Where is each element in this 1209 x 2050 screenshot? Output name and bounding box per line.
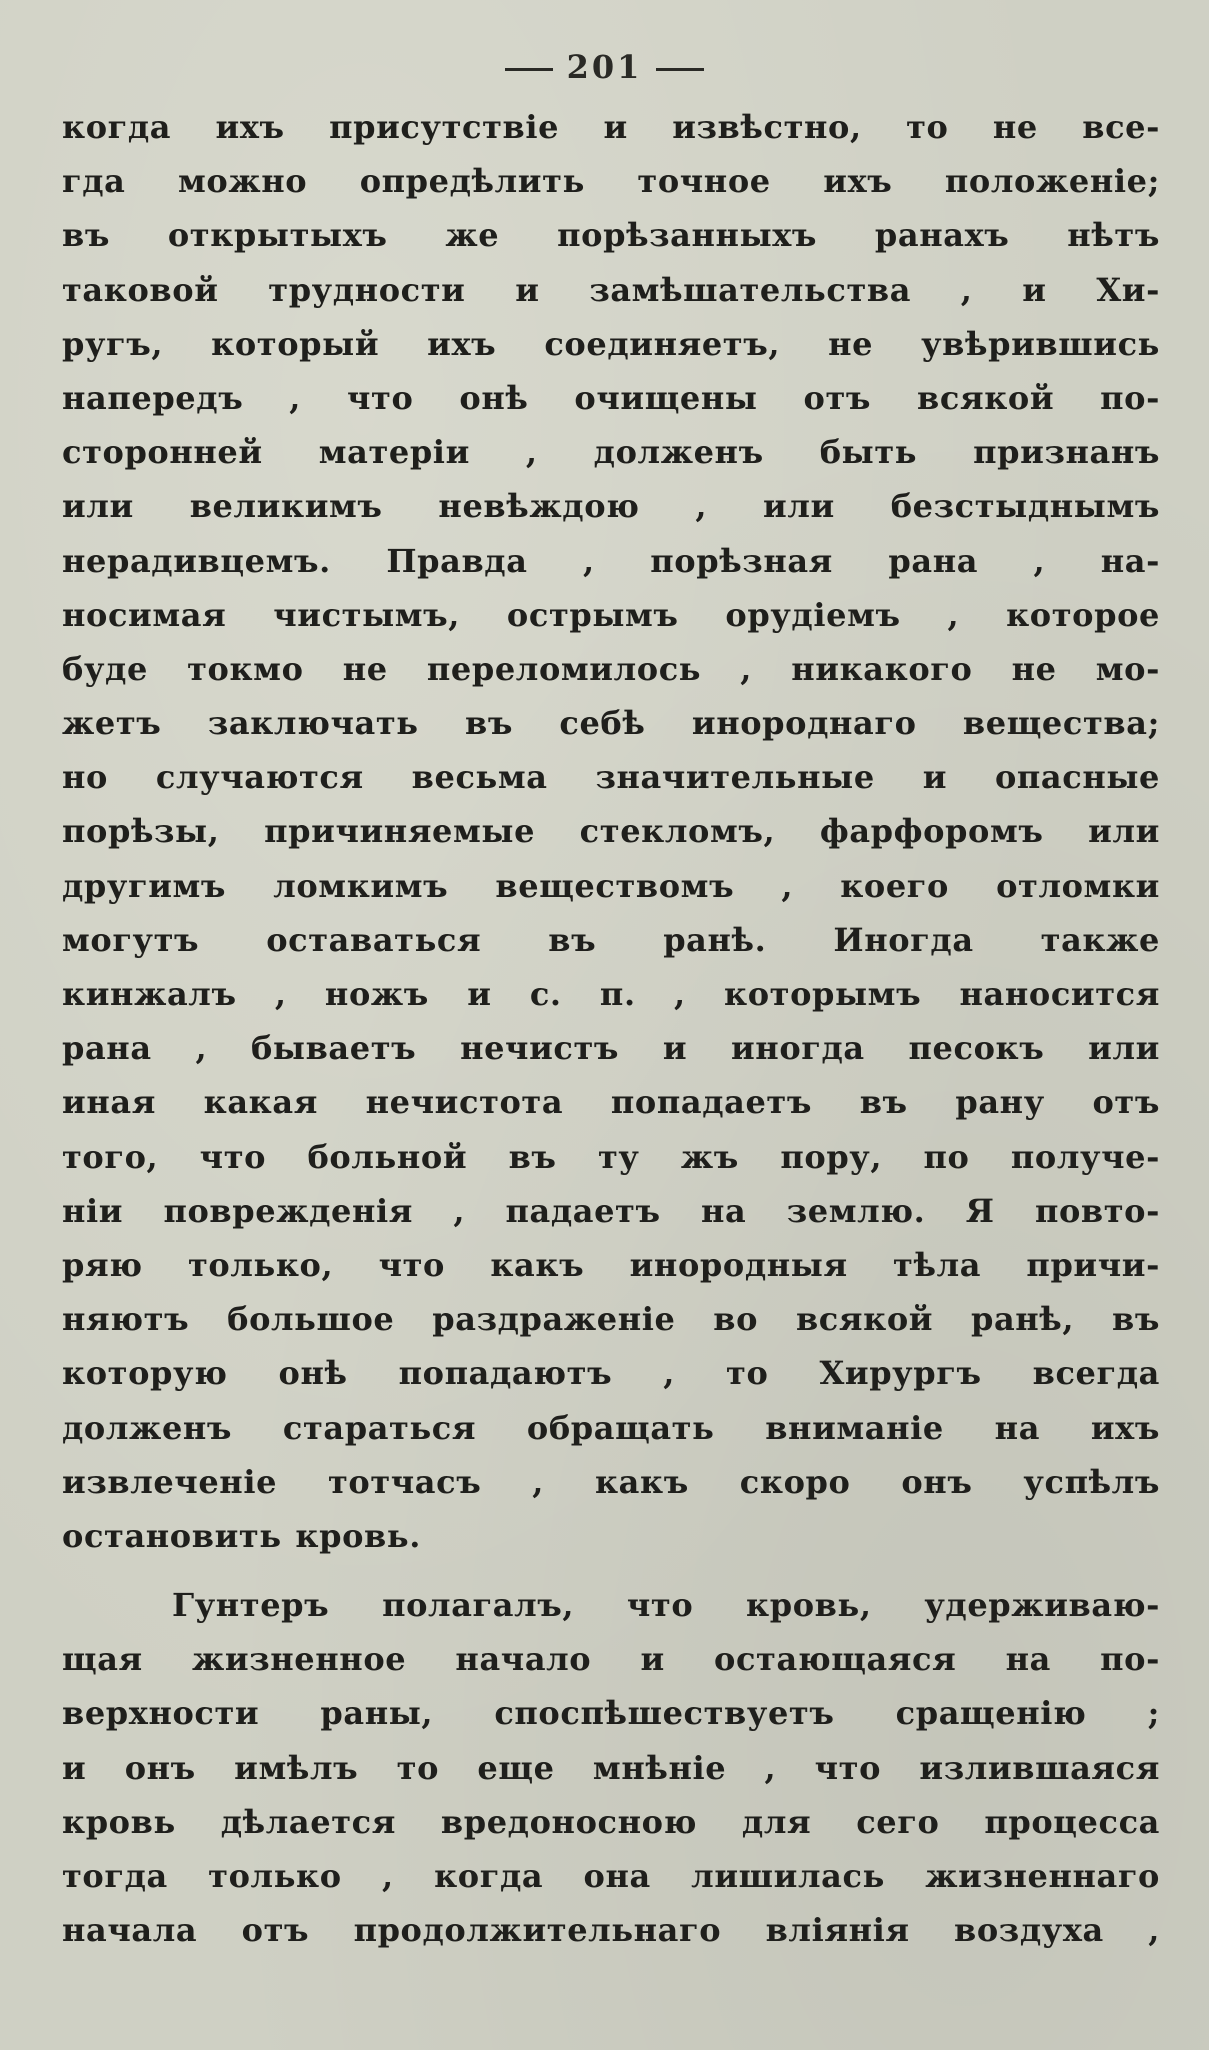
paragraph-1	[62, 100, 1160, 1563]
text-line: тогда только , когда она лишилась жизненнаго	[62, 1856, 1160, 1895]
paragraph-2	[62, 1578, 1160, 1957]
text-line: щая жизненное начало и остающаяся на по-	[62, 1640, 1160, 1679]
text-line: таковой трудности и замѣшательства , и Хи-	[62, 270, 1160, 309]
text-line: сторонней матеріи , долженъ быть признанъ	[62, 433, 1160, 472]
right-dash-ornament	[656, 68, 704, 71]
text-line: когда ихъ присутствіе и извѣстно, то не все-	[62, 108, 1160, 146]
text-line: няютъ большое раздраженіе во всякой ранѣ, въ	[62, 1300, 1160, 1339]
text-line: остановить кровь.	[62, 1516, 421, 1555]
text-line: долженъ стараться обращать вниманіе на ихъ	[62, 1408, 1160, 1447]
text-line: могутъ оставаться въ ранѣ. Иногда также	[62, 920, 1160, 959]
text-line: кровь дѣлается вредоносною для сего процесса	[62, 1802, 1160, 1841]
text-line: верхности раны, споспѣшествуетъ сращенію ;	[62, 1694, 1160, 1733]
text-line: иная какая нечистота попадаетъ въ рану отъ	[62, 1083, 1160, 1122]
text-line: рана , бываетъ нечистъ и иногда песокъ или	[62, 1029, 1160, 1068]
text-line: въ открытыхъ же порѣзанныхъ ранахъ нѣтъ	[62, 216, 1160, 255]
text-line: буде токмо не переломилось , никакого не мо-	[62, 649, 1160, 688]
page-number: 201	[566, 48, 643, 86]
text-line: начала отъ продолжительнаго вліянія воздуха ,	[62, 1911, 1160, 1950]
text-line: и онъ имѣлъ то еще мнѣніе , что излившаяся	[62, 1748, 1160, 1787]
text-line: но случаются весьма значительные и опасные	[62, 758, 1160, 797]
text-line: ряю только, что какъ инородныя тѣла причи-	[62, 1245, 1160, 1284]
text-line: ругъ, который ихъ соединяетъ, не увѣрившись	[62, 324, 1160, 363]
text-line: жетъ заключать въ себѣ инороднаго вещества;	[62, 704, 1160, 743]
text-line: кинжалъ , ножъ и с. п. , которымъ наносится	[62, 975, 1160, 1013]
text-line: Гунтеръ полагалъ, что кровь, удерживаю-	[172, 1586, 1160, 1624]
page-header	[0, 48, 1209, 86]
left-dash-ornament	[505, 68, 553, 71]
text-line: того, что больной въ ту жъ пору, по получе-	[62, 1137, 1160, 1176]
text-line: гда можно опредѣлить точное ихъ положеніе;	[62, 162, 1160, 201]
text-line: или великимъ невѣждою , или безстыднымъ	[62, 487, 1160, 526]
text-line: ніи поврежденія , падаетъ на землю. Я повто-	[62, 1191, 1160, 1230]
text-line: извлеченіе тотчасъ , какъ скоро онъ успѣлъ	[62, 1462, 1160, 1501]
text-line: которую онѣ попадаютъ , то Хирургъ всегда	[62, 1354, 1160, 1393]
text-line: носимая чистымъ, острымъ орудіемъ , которое	[62, 595, 1160, 634]
text-line: порѣзы, причиняемые стекломъ, фарфоромъ или	[62, 812, 1160, 851]
text-line: напередъ , что онѣ очищены отъ всякой по-	[62, 378, 1160, 417]
text-line: другимъ ломкимъ веществомъ , коего отломки	[62, 866, 1160, 905]
text-line: нерадивцемъ. Правда , порѣзная рана , на-	[62, 541, 1160, 580]
